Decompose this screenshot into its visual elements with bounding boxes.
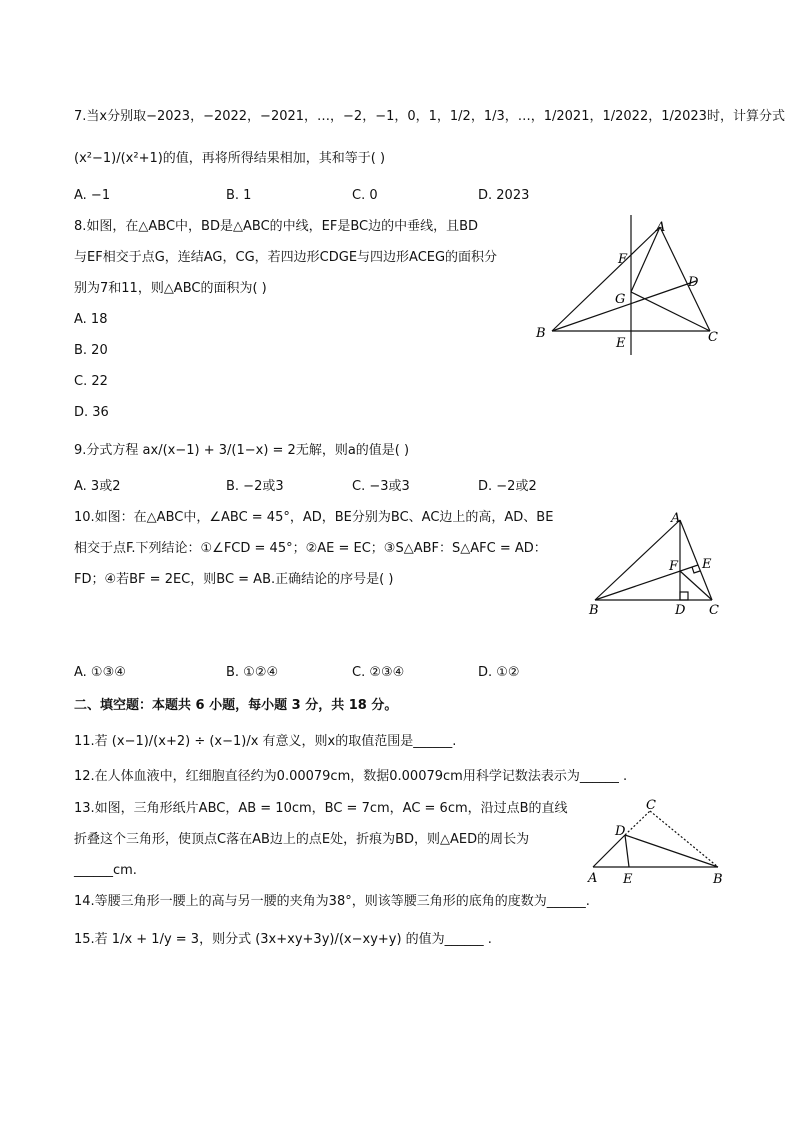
q10-label-e: E — [702, 557, 712, 572]
q13-segment-dc — [625, 811, 650, 835]
q13-segment-de — [625, 835, 629, 867]
q9-option-b: B. −2或3 — [226, 479, 284, 494]
q9-option-c: C. −3或3 — [352, 479, 410, 494]
q10-line2: 相交于点F.下列结论：①∠FCD = 45°；②AE = EC；③S△ABF：S△AFC = AD： — [74, 541, 547, 556]
q10-option-d: D. ①② — [478, 665, 520, 680]
q10-line3: FD；④若BF = 2EC，则BC = AB.正确结论的序号是( ) — [74, 572, 394, 587]
q8-label-b: B — [536, 326, 546, 341]
q8-line2: 与EF相交于点G，连结AG，CG，若四边形CDGE与四边形ACEG的面积分 — [74, 250, 498, 265]
q8-option-b: B. 20 — [74, 343, 108, 358]
q15-line1: 15.若 1/x + 1/y = 3，则分式 (3x+xy+3y)/(x−xy+y) 的值为______ . — [74, 932, 492, 947]
q11-line1: 11.若 (x−1)/(x+2) ÷ (x−1)/x 有意义，则x的取值范围是______. — [74, 734, 457, 749]
q8-label-g: G — [615, 292, 626, 307]
q10-label-c: C — [709, 603, 719, 618]
q13-segment-cb — [650, 811, 718, 867]
q10-option-a: A. ①③④ — [74, 665, 126, 680]
q9-line1: 9.分式方程 ax/(x−1) + 3/(1−x) = 2无解，则a的值是( ) — [74, 443, 410, 458]
q10-right-angle-d — [680, 592, 688, 600]
q13-label-d: D — [615, 824, 626, 839]
q13-figure — [583, 797, 728, 887]
q8-option-c: C. 22 — [74, 374, 108, 389]
q10-segment-ab — [595, 520, 680, 600]
q7-option-c: C. 0 — [352, 188, 378, 203]
q8-segment-ac — [660, 227, 710, 331]
q10-figure — [585, 508, 725, 618]
q10-label-f: F — [669, 559, 679, 574]
q7-option-b: B. 1 — [226, 188, 252, 203]
q7-option-d: D. 2023 — [478, 188, 530, 203]
q10-line1: 10.如图：在△ABC中，∠ABC = 45°，AD，BE分别为BC、AC边上的高，AD、BE — [74, 510, 554, 525]
q10-option-c: C. ②③④ — [352, 665, 405, 680]
q13-label-e: E — [623, 872, 633, 887]
q8-segment-cg — [631, 292, 710, 331]
q12-line1: 12.在人体血液中，红细胞直径约为0.00079cm，数据0.00079cm用科学记数法表示为______ . — [74, 769, 628, 784]
q13-line1: 13.如图，三角形纸片ABC，AB = 10cm，BC = 7cm，AC = 6cm，沿过点B的直线 — [74, 801, 568, 816]
q13-label-b: B — [713, 872, 723, 887]
q7-line2: (x²−1)/(x²+1)的值，再将所得结果相加，其和等于( ) — [74, 151, 386, 166]
q7-line1: 7.当x分别取−2023，−2022，−2021，…，−2，−1，0，1，1/2，1/3，…，1/2021，1/2022，1/2023时，计算分式 — [74, 109, 785, 124]
q8-segment-ag — [631, 227, 660, 292]
q8-segment-ab — [552, 227, 660, 331]
q10-segment-fc — [680, 571, 712, 600]
q7-option-a: A. −1 — [74, 188, 111, 203]
q13-line3: ______cm. — [74, 863, 137, 878]
q8-line1: 8.如图，在△ABC中，BD是△ABC的中线，EF是BC边的中垂线，且BD — [74, 219, 479, 234]
q7-options — [74, 187, 594, 205]
q10-option-b: B. ①②④ — [226, 665, 279, 680]
q8-label-a: A — [656, 220, 666, 235]
q10-label-d: D — [675, 603, 686, 618]
q9-option-a: A. 3或2 — [74, 479, 121, 494]
q8-line3: 别为7和11，则△ABC的面积为( ) — [74, 281, 267, 296]
q8-label-f: F — [618, 252, 628, 267]
q10-options — [74, 664, 594, 682]
q8-figure — [530, 215, 730, 355]
q9-option-d: D. −2或2 — [478, 479, 537, 494]
q14-line1: 14.等腰三角形一腰上的高与另一腰的夹角为38°，则该等腰三角形的底角的度数为______. — [74, 894, 590, 909]
q13-segment-ad — [593, 835, 625, 867]
section2-heading: 二、填空题：本题共 6 小题，每小题 3 分，共 18 分。 — [74, 698, 398, 713]
q8-label-c: C — [708, 330, 718, 345]
q13-line2: 折叠这个三角形，使顶点C落在AB边上的点E处，折痕为BD，则△AED的周长为 — [74, 832, 530, 847]
q9-options — [74, 478, 594, 496]
q8-option-d: D. 36 — [74, 405, 109, 420]
q13-label-c: C — [646, 798, 656, 813]
q8-label-e: E — [616, 336, 626, 351]
q10-label-a: A — [671, 511, 681, 526]
q13-label-a: A — [588, 871, 598, 886]
q13-segment-bd — [625, 835, 718, 867]
q8-label-d: D — [688, 275, 699, 290]
q10-label-b: B — [589, 603, 599, 618]
q10-segment-be — [595, 565, 698, 600]
q8-option-a: A. 18 — [74, 312, 108, 327]
